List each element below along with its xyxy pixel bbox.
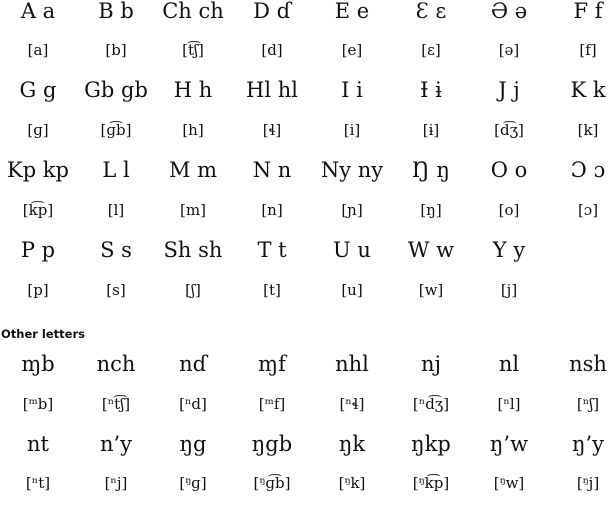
letter-row: [0, 156, 608, 196]
ipa-cell: [ⁿd]: [179, 395, 207, 413]
letter-cell: ŋk: [338, 432, 366, 456]
letter-cell: Ny ny: [320, 158, 384, 182]
ipa-cell: [a]: [27, 41, 49, 59]
ipa-cell: [i]: [343, 121, 361, 139]
letter-cell: A a: [20, 0, 56, 23]
ipa-row: [0, 278, 608, 318]
ipa-cell: [ⁿd͡ʒ]: [412, 395, 450, 413]
letter-cell: N n: [252, 158, 292, 182]
letter-cell: Kp kp: [7, 158, 69, 182]
ipa-row: [0, 118, 608, 158]
letter-cell: E e: [334, 0, 370, 23]
letter-row: [0, 236, 608, 276]
ipa-cell: [j]: [500, 281, 518, 299]
ipa-cell: [h]: [182, 121, 204, 139]
ipa-cell: [ᵑk]: [338, 474, 366, 492]
ipa-cell: [k]: [577, 121, 599, 139]
letter-cell: Ɨ ɨ: [420, 78, 442, 102]
ipa-cell: [ⁿt]: [25, 474, 51, 492]
ipa-cell: [o]: [498, 201, 520, 219]
ipa-cell: [ᵑɡ͡b]: [253, 474, 291, 492]
ipa-cell: [ᵑɡ]: [179, 474, 207, 492]
letter-cell: ɱb: [21, 352, 55, 376]
ipa-cell: [ⁿt͡ʃ]: [101, 395, 131, 413]
ipa-cell: [ə]: [498, 41, 520, 59]
letter-cell: ŋgb: [251, 432, 293, 456]
ipa-cell: [b]: [105, 41, 127, 59]
letter-cell: U u: [333, 238, 371, 262]
ipa-cell: [t]: [263, 281, 281, 299]
letter-cell: S s: [100, 238, 132, 262]
letter-row: [0, 76, 608, 116]
letter-cell: nɗ: [179, 352, 207, 376]
letter-cell: W w: [407, 238, 455, 262]
letter-cell: K k: [570, 78, 606, 102]
ipa-cell: [ᵐf]: [258, 395, 286, 413]
ipa-cell: [ɛ]: [421, 41, 441, 59]
ipa-cell: [n]: [261, 201, 283, 219]
ipa-row: [0, 38, 608, 78]
letter-cell: n’y: [99, 432, 133, 456]
ipa-cell: [d͡ʒ]: [494, 121, 524, 139]
ipa-cell: [p]: [27, 281, 49, 299]
letter-cell: Ɔ ɔ: [570, 158, 606, 182]
letter-row: [0, 350, 608, 390]
ipa-cell: [ɡ͡b]: [100, 121, 132, 139]
letter-cell: M m: [168, 158, 218, 182]
letter-row: [0, 0, 608, 37]
letter-cell: Hl hl: [246, 78, 298, 102]
letter-cell: O o: [490, 158, 528, 182]
ipa-cell: [ᵑj]: [576, 474, 600, 492]
ipa-row: [0, 392, 608, 432]
letter-cell: Gb gb: [84, 78, 148, 102]
ipa-cell: [k͡p]: [22, 201, 54, 219]
letter-cell: G g: [19, 78, 57, 102]
ipa-cell: [e]: [341, 41, 363, 59]
letter-cell: B b: [98, 0, 134, 23]
letter-cell: nt: [27, 432, 49, 456]
ipa-cell: [ʃ]: [185, 281, 201, 299]
letter-cell: Ch ch: [162, 0, 224, 23]
letter-cell: ŋ’y: [571, 432, 605, 456]
ipa-cell: [ⁿj]: [104, 474, 128, 492]
ipa-row: [0, 471, 608, 511]
ipa-cell: [w]: [418, 281, 444, 299]
letter-cell: nsh: [569, 352, 607, 376]
letter-cell: nj: [420, 352, 442, 376]
ipa-cell: [s]: [106, 281, 126, 299]
ipa-cell: [ɲ]: [341, 201, 363, 219]
letter-cell: Ŋ ŋ: [412, 158, 450, 182]
letter-cell: ŋ’w: [489, 432, 529, 456]
letter-cell: L l: [102, 158, 130, 182]
letter-cell: Sh sh: [163, 238, 223, 262]
ipa-cell: [d]: [261, 41, 283, 59]
ipa-row: [0, 198, 608, 238]
ipa-cell: [m]: [180, 201, 206, 219]
letter-cell: nch: [96, 352, 136, 376]
letter-cell: ɱf: [258, 352, 286, 376]
ipa-cell: [ɔ]: [577, 201, 599, 219]
letter-cell: T t: [257, 238, 287, 262]
ipa-cell: [f]: [579, 41, 597, 59]
ipa-cell: [ⁿɬ]: [339, 395, 365, 413]
section-heading: Other letters: [1, 327, 85, 341]
ipa-cell: [ⁿl]: [497, 395, 521, 413]
letter-cell: D ɗ: [253, 0, 291, 23]
ipa-cell: [u]: [341, 281, 363, 299]
letter-cell: nl: [498, 352, 520, 376]
ipa-cell: [ɨ]: [422, 121, 440, 139]
letter-cell: J j: [498, 78, 520, 102]
letter-cell: P p: [20, 238, 56, 262]
letter-cell: I i: [341, 78, 363, 102]
letter-cell: ŋg: [179, 432, 207, 456]
ipa-cell: [ɬ]: [262, 121, 282, 139]
ipa-cell: [ɡ]: [27, 121, 49, 139]
letter-cell: Ɛ ɛ: [415, 0, 447, 23]
letter-cell: nhl: [335, 352, 369, 376]
ipa-cell: [ᵑk͡p]: [412, 474, 450, 492]
ipa-cell: [ⁿʃ]: [576, 395, 600, 413]
ipa-cell: [ŋ]: [420, 201, 442, 219]
letter-cell: H h: [173, 78, 213, 102]
letter-cell: Y y: [492, 238, 526, 262]
ipa-cell: [t͡ʃ]: [182, 41, 204, 59]
ipa-cell: [ᵐb]: [22, 395, 54, 413]
ipa-cell: [ᵑw]: [493, 474, 525, 492]
letter-cell: ŋkp: [411, 432, 451, 456]
letter-row: [0, 430, 608, 470]
letter-cell: Ə ə: [490, 0, 528, 23]
letter-cell: F f: [573, 0, 603, 23]
ipa-cell: [l]: [107, 201, 125, 219]
